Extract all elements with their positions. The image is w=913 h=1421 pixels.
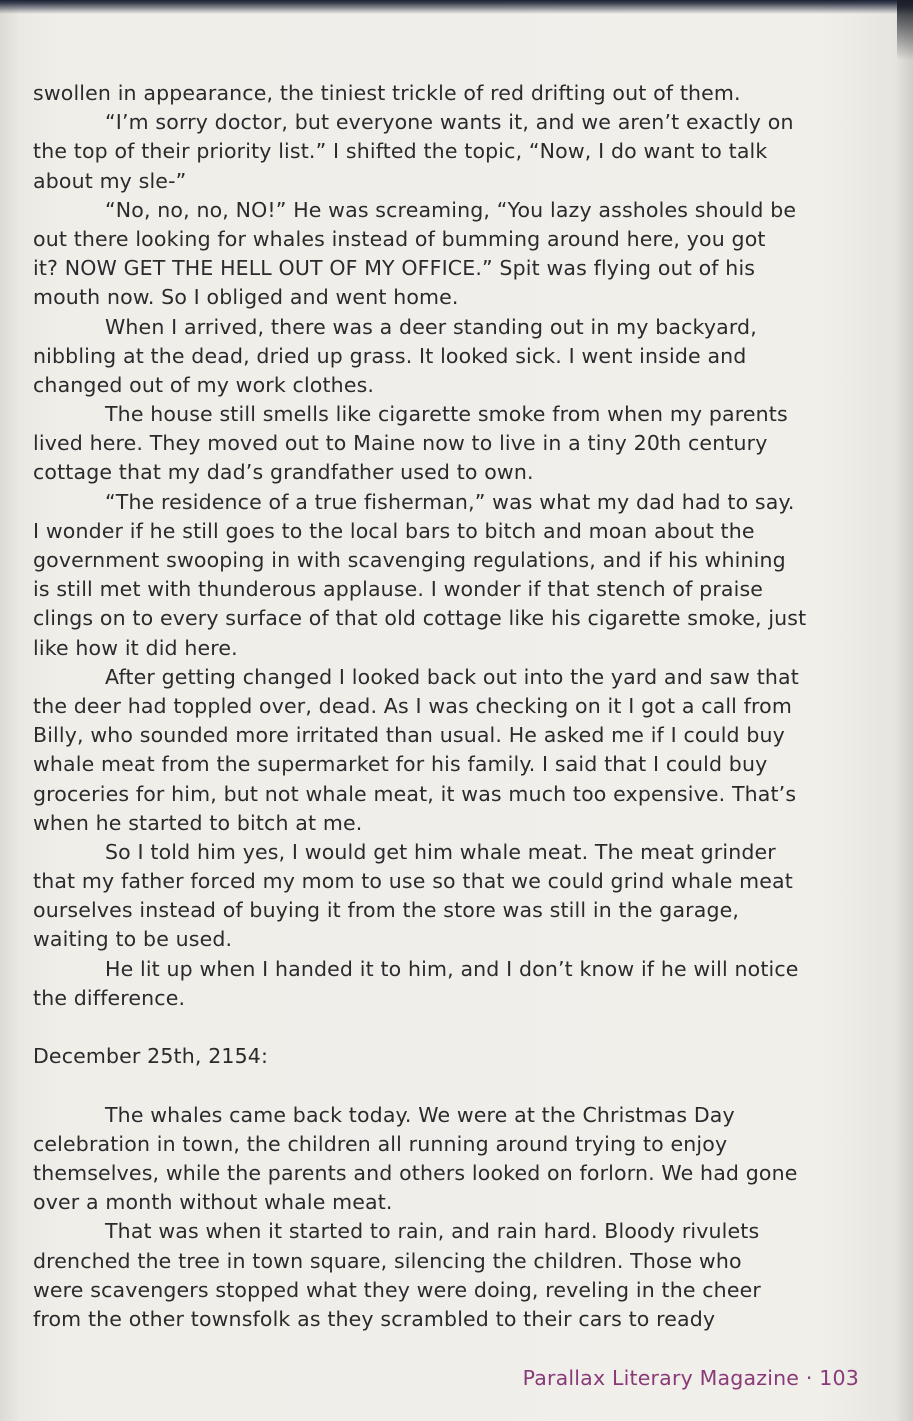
text-line: The house still smells like cigarette smoke from when my parents [105, 402, 788, 427]
text-line: That was when it started to rain, and rain hard. Bloody rivulets [105, 1219, 760, 1244]
page-footer [523, 1366, 859, 1390]
text-line: themselves, while the parents and others looked on forlorn. We had gone [33, 1160, 798, 1185]
text-line: the difference. [33, 985, 186, 1010]
text-line: drenched the tree in town square, silencing the children. Those who [33, 1248, 742, 1273]
text-line: He lit up when I handed it to him, and I don’t know if he will notice [105, 956, 799, 981]
text-line: Billy, who sounded more irritated than usual. He asked me if I could buy [33, 723, 785, 748]
date-heading: December 25th, 2154: [33, 1044, 269, 1069]
text-line: ourselves instead of buying it from the store was still in the garage, [33, 898, 740, 923]
text-line: government swooping in with scavenging regulations, and if his whining [33, 548, 786, 572]
text-line: groceries for him, but not whale meat, it was much too expensive. That’s [33, 781, 797, 806]
text-line: cottage that my dad’s grandfather used to own. [33, 460, 534, 485]
text-line: mouth now. So I obliged and went home. [33, 285, 459, 310]
text-line: it? NOW GET THE HELL OUT OF MY OFFICE.” Spit was flying out of his [33, 256, 756, 281]
text-line: celebration in town, the children all running around trying to enjoy [33, 1131, 728, 1156]
text-line: out there looking for whales instead of bumming around here, you got [33, 226, 766, 251]
text-line: I wonder if he still goes to the local bars to bitch and moan about the [33, 518, 755, 543]
text-line: After getting changed I looked back out into the yard and saw that [105, 664, 799, 689]
text-line: the deer had toppled over, dead. As I was checking on it I got a call from [33, 693, 792, 718]
magazine-name: Parallax Literary Magazine [522, 1366, 800, 1390]
text-line: the top of their priority list.” I shifted the topic, “Now, I do want to talk [33, 139, 768, 164]
text-line: “I’m sorry doctor, but everyone wants it, and we aren’t exactly on [105, 110, 794, 135]
text-line: The whales came back today. We were at the Christmas Day [105, 1102, 735, 1127]
text-line: So I told him yes, I would get him whale meat. The meat grinder [105, 839, 776, 864]
text-line: is still met with thunderous applause. I wonder if that stench of praise [33, 577, 764, 602]
text-line: were scavengers stopped what they were doing, reveling in the cheer [33, 1277, 761, 1302]
text-line: from the other townsfolk as they scrambled to their cars to ready [33, 1306, 716, 1331]
text-line: nibbling at the dead, dried up grass. It looked sick. I went inside and [33, 343, 747, 368]
page-edge-shadow [897, 0, 913, 60]
text-line: over a month without whale meat. [33, 1190, 393, 1215]
text-line: that my father forced my mom to use so that we could grind whale meat [33, 869, 793, 894]
footer-separator: · [799, 1366, 820, 1390]
text-line: changed out of my work clothes. [33, 372, 375, 397]
text-line: clings on to every surface of that old cottage like his cigarette smoke, just [33, 606, 807, 631]
text-line: about my sle-” [33, 168, 187, 193]
page-top-shadow [0, 0, 913, 14]
text-line: when he started to bitch at me. [33, 810, 363, 835]
blank-line [33, 1071, 861, 1100]
text-line: When I arrived, there was a deer standing out in my backyard, [105, 314, 757, 339]
text-line: lived here. They moved out to Maine now to live in a tiny 20th century [33, 431, 768, 456]
text-line: “No, no, no, NO!” He was screaming, “You lazy assholes should be [105, 197, 797, 222]
text-line: waiting to be used. [33, 927, 233, 952]
body-text [33, 79, 861, 1334]
text-line: swollen in appearance, the tiniest trickle of red drifting out of them. [33, 81, 741, 105]
text-line: whale meat from the supermarket for his family. I said that I could buy [33, 752, 768, 777]
text-line: like how it did here. [33, 635, 238, 660]
blank-line [33, 1013, 861, 1042]
page-number: 103 [819, 1366, 859, 1390]
text-line: “The residence of a true fisherman,” was what my dad had to say. [105, 489, 795, 514]
